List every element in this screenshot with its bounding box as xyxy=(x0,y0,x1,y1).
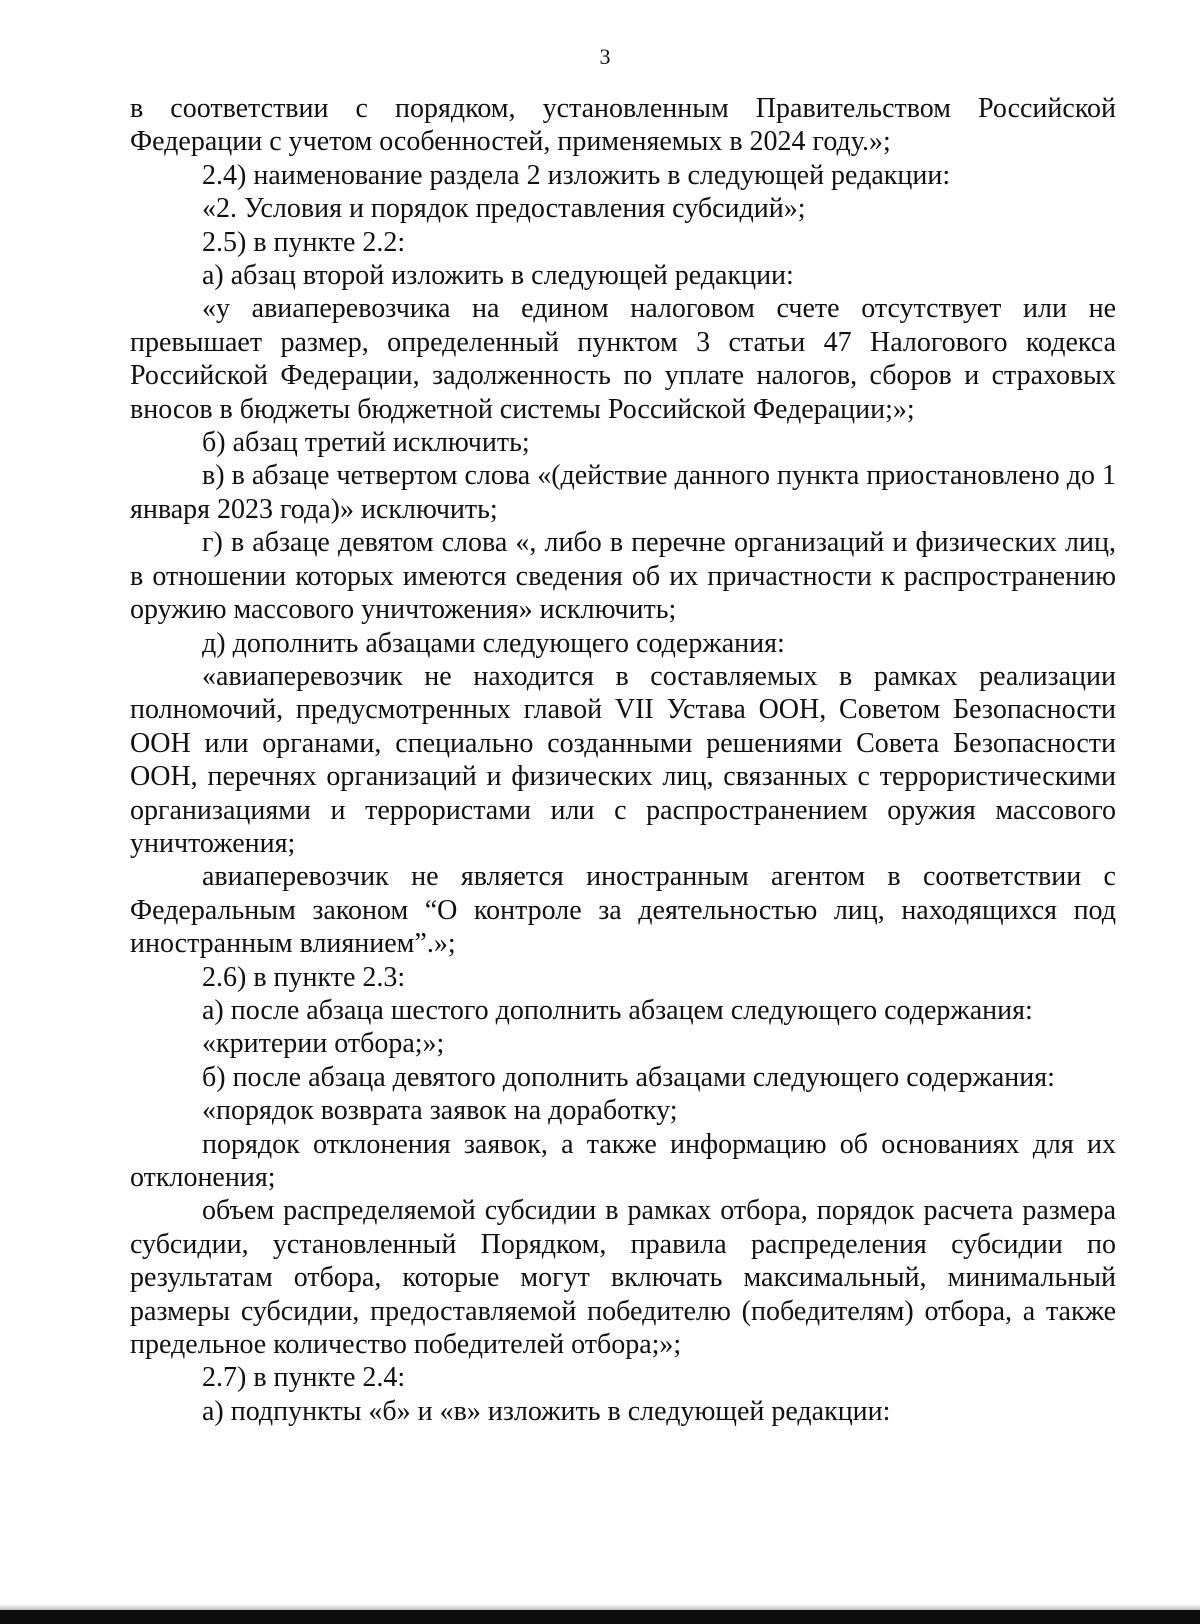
paragraph-rejection-procedure: порядок отклонения заявок, а также информацию об основаниях для их отклонения; xyxy=(130,1128,1116,1193)
paragraph-selection-criteria: «критерии отбора;»; xyxy=(202,1028,445,1060)
paragraph-section-title-quote: «2. Условия и порядок предоставления субсидий»; xyxy=(202,193,806,225)
paragraph-un-lists: «авиаперевозчик не находится в составляемых в рамках реализации полномочий, предусмотренных главой VII Устава ООН, Советом Безопасности ООН или органами, специально созданными решениями Совета Безопасности ООН, перечнях организаций и физических лиц, связанных с террористическими организациями и террористами или с распространением оружия массового уничтожения; xyxy=(130,660,1116,859)
paragraph-2-6-b: б) после абзаца девятого дополнить абзацами следующего содержания: xyxy=(202,1061,1055,1093)
paragraph-subitem-v: в) в абзаце четвертом слова «(действие данного пункта приостановлено до 1 января 2023 года)» исключить; xyxy=(130,460,1116,525)
paragraph-tax-debt: «у авиаперевозчика на едином налоговом счете отсутствует или не превышает размер, определенный пунктом 3 статьи 47 Налогового кодекса Российской Федерации, задолженность по уплате налогов, сборов и страховых вносов в бюджеты бюджетной системы Российской Федерации;»; xyxy=(130,293,1116,425)
paragraph-item-2-4: 2.4) наименование раздела 2 изложить в следующей редакции: xyxy=(202,159,951,191)
paragraph-foreign-agent: авиаперевозчик не является иностранным агентом в соответствии с Федеральным законом “О контроле за деятельностью лиц, находящихся под иностранным влиянием”.»; xyxy=(130,861,1116,960)
paragraph-continuation: в соответствии с порядком, установленным Правительством Российской Федерации с учетом особенностей, применяемых в 2024 году.»; xyxy=(130,93,1116,158)
paragraph-subitem-g: г) в абзаце девятом слова «, либо в перечне организаций и физических лиц, в отношении которых имеются сведения об их причастности к распространению оружию массового уничтожения» исключить; xyxy=(130,527,1116,626)
paragraph-return-procedure: «порядок возврата заявок на доработку; xyxy=(202,1095,678,1127)
page-number: 3 xyxy=(599,44,611,69)
scan-bottom-edge xyxy=(0,1610,1200,1624)
paragraph-subsidy-volume: объем распределяемой субсидии в рамках отбора, порядок расчета размера субсидии, установленный Порядком, правила распределения субсидии по результатам отбора, которые могут включать максимальный, минимальный размеры субсидии, предоставляемой победителю (победителям) отбора, а также предельное количество победителей отбора;»; xyxy=(130,1195,1116,1361)
paragraph-item-2-5: 2.5) в пункте 2.2: xyxy=(202,226,406,258)
paragraph-subitem-b: б) абзац третий исключить; xyxy=(202,427,530,459)
paragraph-2-7-a: а) подпункты «б» и «в» изложить в следующей редакции: xyxy=(202,1395,891,1427)
document-body xyxy=(130,92,1116,1428)
paragraph-item-2-6: 2.6) в пункте 2.3: xyxy=(202,961,406,993)
paragraph-2-6-a: а) после абзаца шестого дополнить абзацем следующего содержания: xyxy=(202,994,1033,1026)
paragraph-subitem-a: а) абзац второй изложить в следующей редакции: xyxy=(202,260,794,292)
paragraph-item-2-7: 2.7) в пункте 2.4: xyxy=(202,1362,406,1394)
paragraph-subitem-d: д) дополнить абзацами следующего содержания: xyxy=(202,627,785,659)
